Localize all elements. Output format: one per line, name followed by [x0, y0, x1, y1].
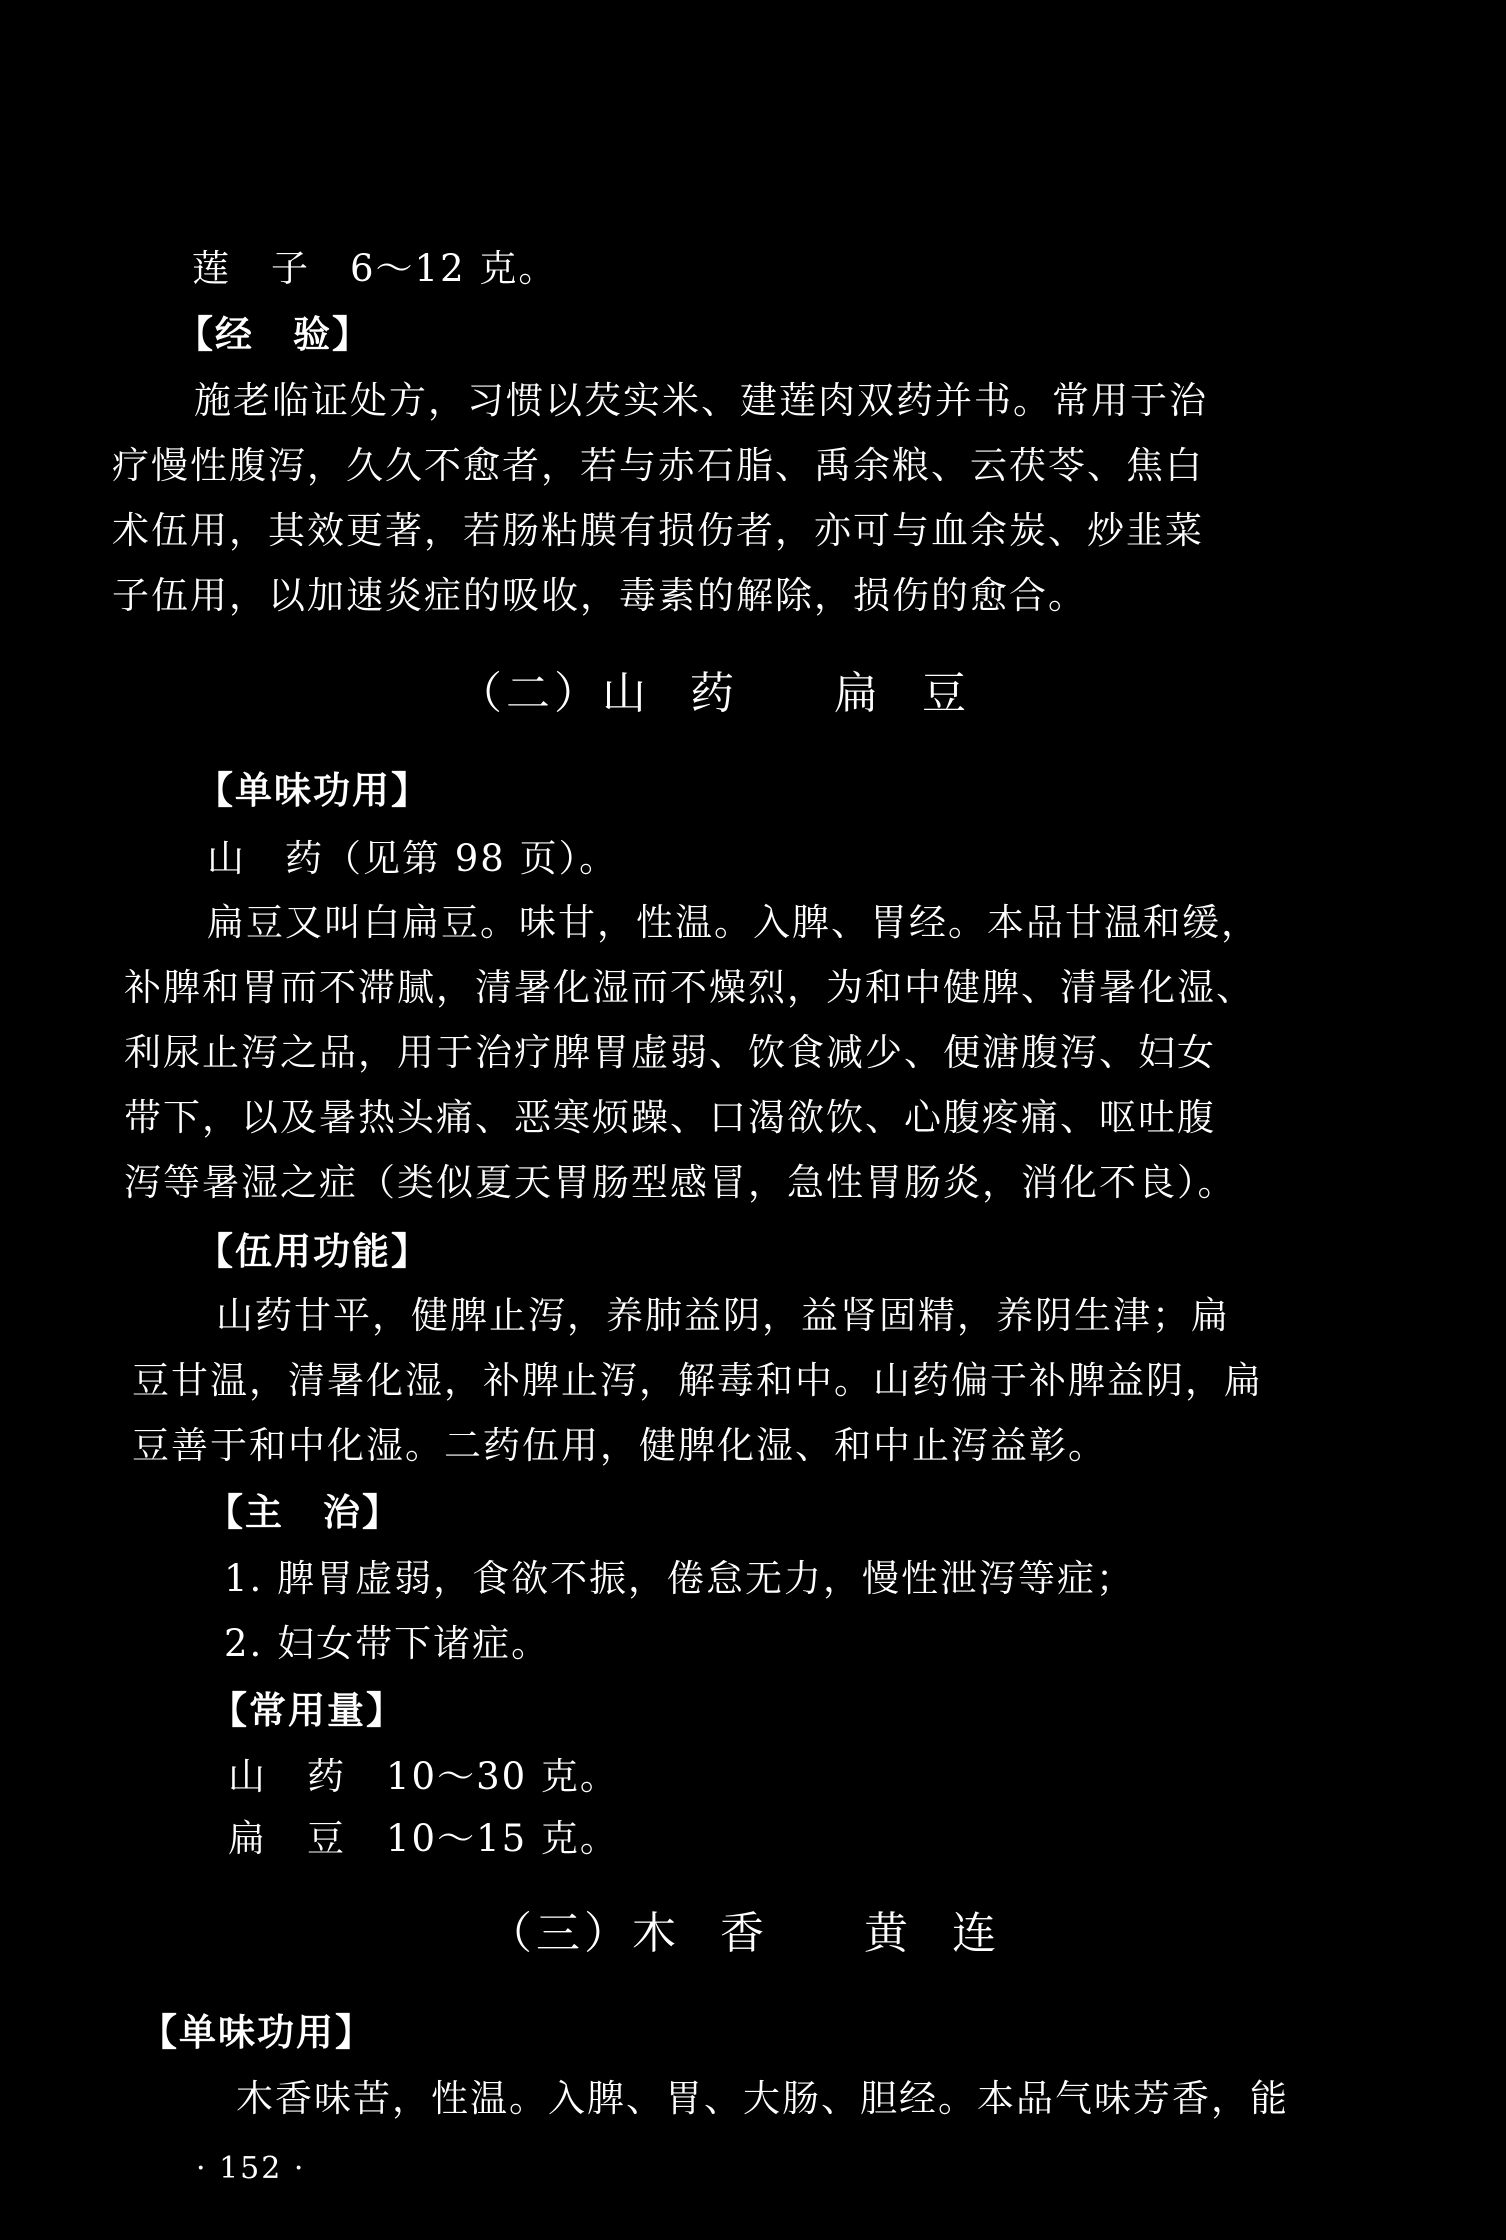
- paragraph-line: 子伍用，以加速炎症的吸收，毒素的解除，损伤的愈合。: [112, 574, 1087, 617]
- dosage-lianzi-name-a: 莲: [192, 247, 231, 290]
- dosage-lianzi-value: 6～12 克。: [350, 247, 558, 290]
- dosage-herb-name-a: 扁: [228, 1817, 267, 1860]
- section-title-herb-a2: 香: [720, 1908, 768, 1959]
- paragraph-line: 利尿止泻之品，用于治疗脾胃虚弱、饮食减少、便溏腹泻、妇女: [124, 1031, 1216, 1074]
- dosage-herb-name-b: 药: [307, 1755, 346, 1798]
- indication-item: 1. 脾胃虚弱，食欲不振，倦怠无力，慢性泄泻等症；: [224, 1557, 1136, 1600]
- section-header-single-function: 【单味功用】: [140, 2011, 374, 2054]
- section-title-muxiang-huanglian: [488, 1908, 1000, 1959]
- section-header-experience: 【经 验】: [176, 313, 371, 356]
- section-header-combined-function: 【伍用功能】: [196, 1230, 430, 1273]
- indication-item: 2. 妇女带下诸症。: [224, 1622, 551, 1665]
- dosage-herb-name-b: 豆: [307, 1817, 346, 1860]
- section-title-herb-b2: 连: [952, 1908, 1000, 1959]
- dosage-shanyao: [228, 1755, 619, 1798]
- dosage-biandou: [228, 1817, 619, 1860]
- paragraph-line: 带下，以及暑热头痛、恶寒烦躁、口渴欲饮、心腹疼痛、呕吐腹: [124, 1096, 1216, 1139]
- paragraph-line: 泻等暑湿之症（类似夏天胃肠型感冒，急性胃肠炎，消化不良）。: [124, 1161, 1237, 1204]
- dosage-lianzi: [192, 247, 558, 290]
- section-title-herb-a1: 山: [602, 668, 650, 719]
- dosage-value: 10～30 克。: [386, 1755, 619, 1798]
- section-header-single-function: 【单味功用】: [196, 769, 430, 812]
- section-header-dosage: 【常用量】: [210, 1689, 405, 1732]
- dosage-herb-name-a: 山: [228, 1755, 267, 1798]
- section-title-herb-b1: 黄: [864, 1908, 912, 1959]
- section-title-number: （二）: [458, 668, 602, 719]
- section-title-herb-a1: 木: [632, 1908, 680, 1959]
- paragraph-line: 疗慢性腹泻，久久不愈者，若与赤石脂、禹余粮、云茯苓、焦白: [112, 444, 1204, 487]
- section-title-herb-a2: 药: [690, 668, 738, 719]
- paragraph-line: 豆甘温，清暑化湿，补脾止泻，解毒和中。山药偏于补脾益阴，扁: [132, 1359, 1263, 1402]
- dosage-lianzi-name-b: 子: [271, 247, 310, 290]
- paragraph-line: 豆善于和中化湿。二药伍用，健脾化湿、和中止泻益彰。: [132, 1424, 1107, 1467]
- section-title-herb-b2: 豆: [922, 668, 970, 719]
- page-number: · 152 ·: [196, 2151, 306, 2186]
- paragraph-line: 补脾和胃而不滞腻，清暑化湿而不燥烈，为和中健脾、清暑化湿、: [124, 966, 1255, 1009]
- dosage-value: 10～15 克。: [386, 1817, 619, 1860]
- section-title-herb-b1: 扁: [834, 668, 882, 719]
- section-header-indications: 【主 治】: [206, 1491, 401, 1534]
- section-title-number: （三）: [488, 1908, 632, 1959]
- paragraph-line: 山 药（见第 98 页）。: [207, 837, 619, 880]
- paragraph-line: 术伍用，其效更著，若肠粘膜有损伤者，亦可与血余炭、炒韭菜: [112, 509, 1204, 552]
- section-title-shanyao-biandou: [458, 668, 970, 719]
- paragraph-line: 扁豆又叫白扁豆。味甘，性温。入脾、胃经。本品甘温和缓，: [207, 901, 1260, 944]
- paragraph-line: 木香味苦，性温。入脾、胃、大肠、胆经。本品气味芳香，能: [236, 2077, 1289, 2120]
- paragraph-line: 山药甘平，健脾止泻，养肺益阴，益肾固精，养阴生津；扁: [216, 1294, 1230, 1337]
- paragraph-line: 施老临证处方，习惯以芡实米、建莲肉双药并书。常用于治: [194, 379, 1208, 422]
